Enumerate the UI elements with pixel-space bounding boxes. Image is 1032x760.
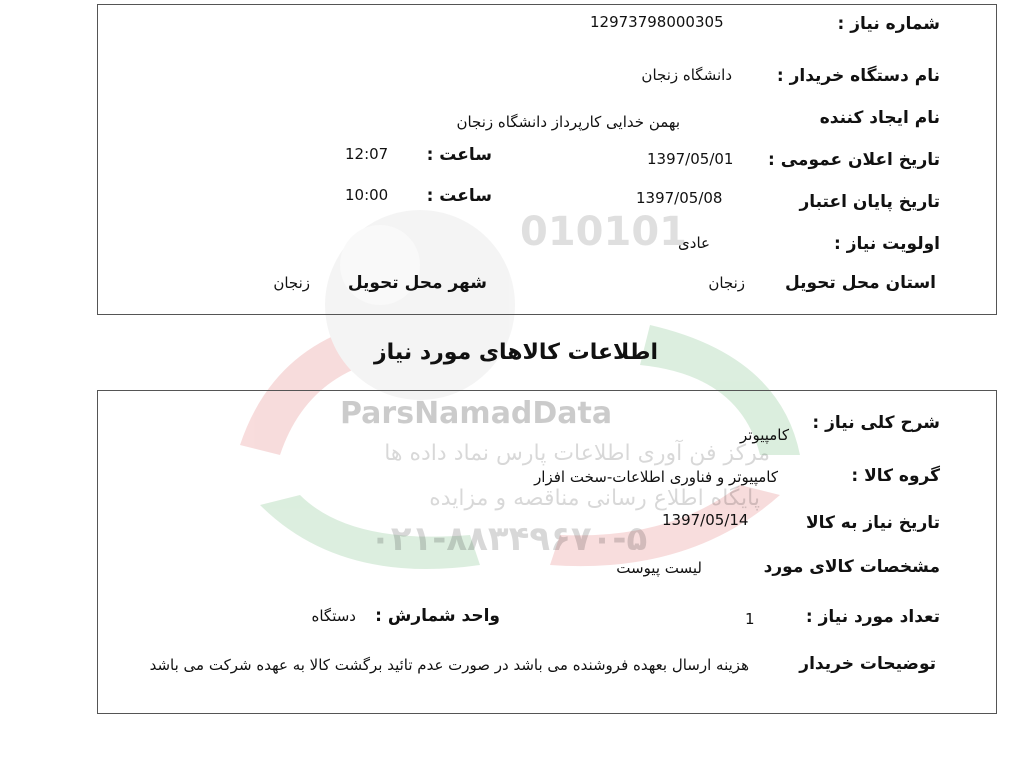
specs-value: لیست پیوست [616,559,702,577]
watermark-brand: ParsNamadData [340,396,613,431]
city-label: شهر محل تحویل [347,273,487,293]
priority-label: اولویت نیاز : [834,234,940,254]
need-number-label: شماره نیاز : [837,14,940,34]
province-value: زنجان [708,274,745,292]
creator-label: نام ایجاد کننده [819,108,940,128]
goods-desc-label: شرح کلی نیاز : [812,413,940,433]
need-date-label: تاریخ نیاز به کالا [805,513,940,533]
expiry-time-label: ساعت : [426,186,492,206]
city-value: زنجان [273,274,310,292]
announce-time: 12:07 [345,145,389,163]
creator-value: بهمن خدایی کارپرداز دانشگاه زنجان [456,113,680,131]
goods-group-label: گروه کالا : [851,466,940,486]
need-number: 12973798000305 [590,13,724,31]
unit-label: واحد شمارش : [375,606,500,626]
watermark-phone: ۰۲۱-۸۸۳۴۹۶۷۰-۵ [370,519,648,559]
buyer-label: نام دستگاه خریدار : [776,66,940,86]
unit-value: دستگاه [311,607,356,625]
need-date: 1397/05/14 [662,511,749,529]
buyer-value: دانشگاه زنجان [641,66,732,84]
expiry-date-label: تاریخ پایان اعتبار [799,192,940,212]
announce-time-label: ساعت : [426,145,492,165]
goods-desc: کامپیوتر [740,426,789,444]
notes-value: هزینه ارسال بعهده فروشنده می باشد در صورت عدم تائید برگشت کالا به عهده شرکت می باشد [149,656,749,674]
notes-label: توضیحات خریدار [799,654,936,674]
province-label: استان محل تحویل [784,273,936,293]
qty-label: تعداد مورد نیاز : [805,607,940,627]
qty-value: 1 [745,610,755,628]
announce-date-label: تاریخ اعلان عمومی : [768,150,940,170]
watermark-line1: مرکز فن آوری اطلاعات پارس نماد داده ها [384,441,770,466]
expiry-date: 1397/05/08 [636,189,723,207]
goods-group: کامپیوتر و فناوری اطلاعات-سخت افزار [534,468,778,486]
announce-date: 1397/05/01 [647,150,734,168]
specs-label: مشخصات کالای مورد [763,557,940,577]
watermark-line2: پایگاه اطلاع رسانی مناقصه و مزایده [429,486,760,511]
watermark-digits: 010101 [520,209,687,255]
goods-section-title: اطلاعات کالاهای مورد نیاز [374,340,658,365]
priority-value: عادی [678,234,710,252]
expiry-time: 10:00 [345,186,389,204]
